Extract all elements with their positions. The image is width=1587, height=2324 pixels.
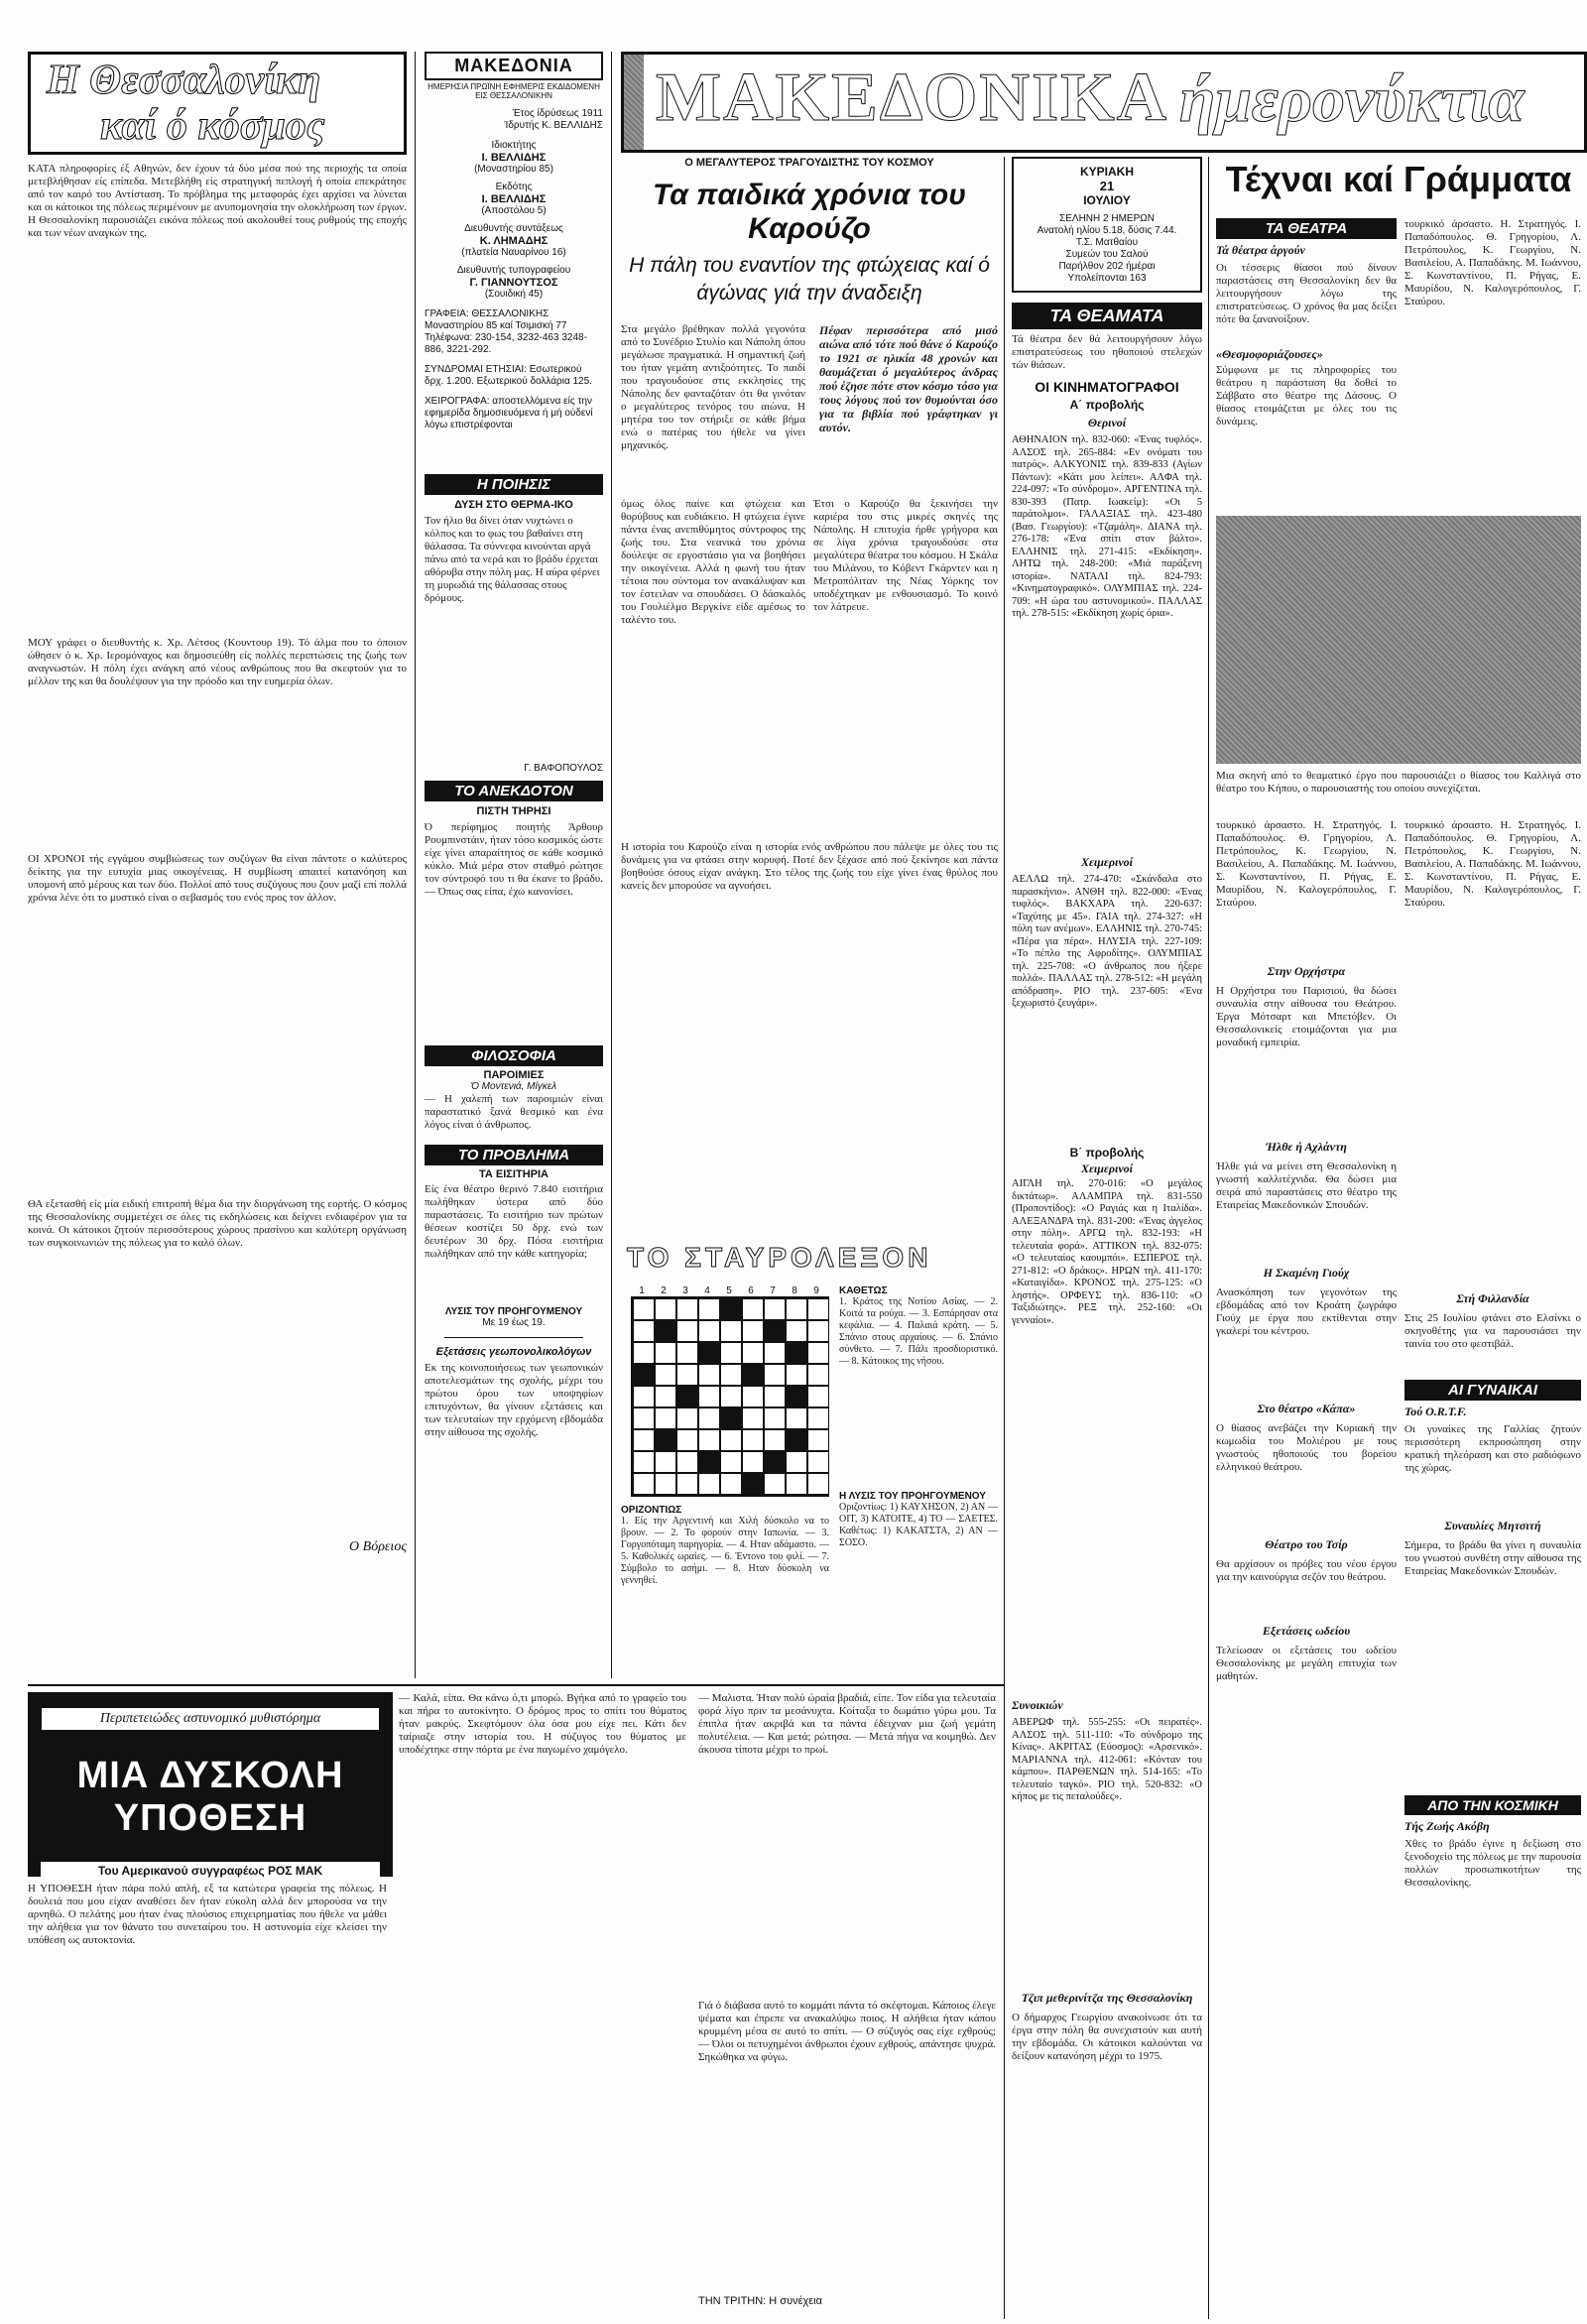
- crossword-cell[interactable]: [676, 1473, 698, 1495]
- karouzo-rule: [1004, 157, 1005, 2319]
- crossword-cell[interactable]: [655, 1473, 676, 1495]
- crime-top-rule: [28, 1684, 1004, 1686]
- winter-label-2: Χειμερινοί: [1080, 1162, 1134, 1175]
- crossword-black-cell: [786, 1429, 807, 1451]
- crossword-cell[interactable]: [764, 1386, 786, 1407]
- crossword-grid: [631, 1296, 829, 1497]
- crossword-black-cell: [720, 1298, 742, 1320]
- crossword-cell[interactable]: [633, 1429, 655, 1451]
- director-name: Κ. ΛΗΜΑΔΗΣ: [479, 235, 549, 247]
- kapa-body: Ο θίασος ανεβάζει την Κυριακή την κωμωδία του Μολιέρου με τους γνωστούς ηθοποιούς του βορείου ελληνικού θεάτρου.: [1216, 1422, 1397, 1473]
- sidebar: [1012, 157, 1202, 2319]
- listings-first-summer: ΑΘΗΝΑΙΟΝ τηλ. 832-060: «Ένας τυφλός». ΑΛΣΟΣ τηλ. 265-884: «Εν ονόματι του πατρός». ΑΛΚΥΟΝΙΣ τηλ. 839-833 (Αγίων Πάντων): «Κάτι μου λείπει». ΑΛΦΑ τηλ. 224-097: «Το σύνδρομο». ΑΡΓΕΝΤΙΝΑ τηλ. 830-393 (Πατρ. Ιωακείμ): «Οι 5 παράτολμοι». ΓΑΛΑΞΙΑΣ τηλ. 423-480 (Βασ. Γεωργίου): «Τζαμάλη». ΔΙΑΝΑ τηλ. 276-178: «Ένα σπίτι στον βάλτο». ΕΛΛΗΝΙΣ τηλ. 271-415: «Εκδίκηση». ΛΗΤΩ τηλ. 248-200: «Μιά παράξενη ιστορία». ΝΑΤΑΛΙ τηλ. 824-793: «Κινηματογραφικό». ΟΛΥΜΠΙΑΣ τηλ. 224-709: «Η ώρα του αστυνομικού». ΠΑΛΛΑΣ τηλ. 278-515: «Εκδίκηση χωρίς όρια».: [1012, 434, 1202, 619]
- col-number: 6: [748, 1285, 754, 1296]
- typo-address: (Σουιδική 45): [484, 289, 544, 300]
- theatre-heading: ΤΑ ΘΕΑΜΑΤΑ: [1012, 303, 1202, 329]
- solution-label: Η ΛΥΣΙΣ ΤΟΥ ΠΡΟΗΓΟΥΜΕΝΟΥ: [839, 1491, 986, 1502]
- crossword-black-cell: [698, 1451, 720, 1473]
- crossword-cell[interactable]: [698, 1386, 720, 1407]
- crossword-cell[interactable]: [633, 1473, 655, 1495]
- arts-theatre-body: Οι τέσσερις θίασοι πού δίνουν παραστάσεις στη Θεσσαλονίκη δεν θα λειτουργήσουν λόγω της επιστρατεύσεως. Ο χρόνος θα μας δείξει πότε θα ξανανοίξουν.: [1216, 262, 1397, 325]
- crossword-cell[interactable]: [676, 1298, 698, 1320]
- helios-heading: Ήλθε ή Αχλάντη: [1266, 1140, 1347, 1154]
- crossword-cell[interactable]: [698, 1364, 720, 1386]
- crossword-cell[interactable]: [807, 1342, 829, 1364]
- summer-label: Θερινοί: [1087, 416, 1127, 429]
- karouzo-col3: Έτσι ο Καρούζο θα ξεκινήσει την καριέρα του στις μικρές σκηνές της Νάπολης. Η επιτυχία ήρθε γρήγορα και σε λίγα χρόνια τραγουδούσε στα μεγαλύτερα θέατρα του κόσμου. Η Σκάλα του Μιλάνου, το Κόβεντ Γκάρντεν και η Μετροπόλιταν της Νέας Υόρκης τον υποδέχτηκαν με ενθουσιασμό. Το κοινό τον λάτρευε.: [813, 498, 998, 613]
- stage-photo-caption: Μια σκηνή από το θεαματικό έργο που παρουσιάζει ο θίασος του Καλλιγά στο θέατρο του Κήπου, ο παρουσιαστής του οποίου συνεχίζεται.: [1216, 770, 1581, 795]
- crossword: [621, 1242, 998, 1678]
- winter-label: Χειμερινοί: [1080, 855, 1134, 869]
- days-remaining: Υπολείπονται 163: [1067, 273, 1147, 284]
- crossword-cell[interactable]: [742, 1429, 764, 1451]
- crossword-cell[interactable]: [676, 1364, 698, 1386]
- life-body: Χθες το βράδυ έγινε η δεξίωση στο ξενοδοχείο της πόλεως με την παρουσία πολλών προσωπικοτήτων της Θεσσαλονίκης.: [1404, 1838, 1581, 1889]
- arts-right-top: [1404, 218, 1581, 466]
- crossword-cell[interactable]: [633, 1386, 655, 1407]
- crossword-cell[interactable]: [720, 1429, 742, 1451]
- date-box: [1012, 157, 1202, 293]
- left-column-rule: [415, 52, 416, 1678]
- orchestra-body: Η Ορχήστρα του Παρισιού, θα δώσει συναυλία στην αίθουσα του Θεάτρου. Έργα Μότσαρτ και Μπετόβεν. Οι Θεσσαλονικείς ετοιμάζονται για μια μοναδική εμπειρία.: [1216, 985, 1397, 1048]
- masthead-founded: Έτος ίδρύσεως 1911: [512, 108, 603, 119]
- saint: Τ.Σ. Ματθαίου: [1075, 237, 1139, 248]
- banner-title-script: ήμερονύκτια: [1179, 63, 1525, 136]
- crossword-cell[interactable]: [720, 1451, 742, 1473]
- director-address: (πλατεία Ναυαρίνου 16): [461, 247, 566, 258]
- crossword-cell[interactable]: [764, 1407, 786, 1429]
- crossword-cell[interactable]: [655, 1364, 676, 1386]
- publisher-label: Εκδότης: [495, 182, 533, 192]
- crossword-cell[interactable]: [676, 1451, 698, 1473]
- col-number: 1: [639, 1285, 645, 1296]
- crossword-cell[interactable]: [698, 1407, 720, 1429]
- arts-continued: τουρκικό άρσαστο. Η. Στρατηγός. Ι. Παπαδόπουλος. Θ. Γρηγορίου, Λ. Πετρόπουλος, Κ. Γεωργίου, Ν. Βασιλείου, Α. Παπαδάκης. Μ. Ιωάννου, Σ. Κωνσταντίνου, Π. Ρήγας, Ε. Μαυρίδου, Ν. Καλογερόπουλος, Γ. Σταύρου.: [1216, 819, 1397, 909]
- crossword-black-cell: [720, 1407, 742, 1429]
- listings-second: ΑΙΓΛΗ τηλ. 270-016: «Ο μεγάλος δικτάτωρ». ΑΛΑΜΠΡΑ τηλ. 831-550 (Προποντίδος): «Ο Ραγιάς και η Ιταλίδα». ΑΛΕΞΑΝΔΡΑ τηλ. 831-200: «Ένας άγγελος στην πόλη». ΑΡΓΩ τηλ. 832-193: «Η τελευταία φορά». ΑΤΤΙΚΟΝ τηλ. 832-075: «Ο τελευταίος καουμπόι». ΕΣΠΕΡΟΣ τηλ. 271-812: «Ο δράκος». ΗΡΩΝ τηλ. 411-170: «Καταιγίδα». ΚΡΟΝΟΣ τηλ. 275-125: «Ο ληστής». ΟΡΦΕΥΣ τηλ. 836-110: «Ο Ταξιδιώτης». ΡΕΞ τηλ. 252-160: «Οι γενναίοι».: [1012, 1178, 1202, 1326]
- crime-story: [28, 1692, 1000, 2317]
- arts-right-body: τουρκικό άρσαστο. Η. Στρατηγός. Ι. Παπαδόπουλος. Θ. Γρηγορίου, Λ. Πετρόπουλος, Κ. Γεωργίου, Ν. Βασιλείου, Α. Παπαδάκης. Μ. Ιωάννου, Σ. Κωνσταντίνου, Π. Ρήγας, Ε. Μαυρίδου, Ν. Καλογερόπουλος, Γ. Σταύρου.: [1404, 218, 1581, 307]
- crossword-cell[interactable]: [676, 1407, 698, 1429]
- masthead-founder: Ίδρυτής Κ. ΒΕΛΛΙΔΗΣ: [504, 120, 603, 131]
- crossword-cell[interactable]: [742, 1386, 764, 1407]
- life-heading: ΑΠΟ ΤΗΝ ΚΟΣΜΙΚΗ: [1404, 1795, 1581, 1815]
- anecdote-title: ΠΙΣΤΗ ΤΗΡΗΣΙ: [476, 805, 551, 817]
- concert-body: Σήμερα, το βράδυ θα γίνει η συναυλία του γνωστού συνθέτη στην αίθουσα της Εταιρείας Μακεδονικών Σπουδών.: [1404, 1539, 1581, 1577]
- karouzo-title: Τα παιδικά χρόνια του Καρούζο: [653, 179, 966, 245]
- tasty-heading: Τζιπ μεθερινίτζα της Θεσσαλονίκη: [1021, 1991, 1193, 2005]
- arts-left: [1216, 218, 1397, 516]
- crossword-cell[interactable]: [807, 1451, 829, 1473]
- crime-col4: Γιά ό διάβασα αυτό το κομμάτι πάντα τό σκέφτομαι. Κάποιος έλεγε ψέματα και έπρεπε να ανακαλύψω ποιος. Η αλήθεια ήταν κάπου κρυμμένη μέσα σε αυτό το σπίτι. — Ο σύζυγός σας είχε εχθρούς; — Όλοι οι πετυχημένοι άνθρωποι έχουν εχθρούς, απάντησε ψυχρά. Σηκώθηκα να φύγω.: [698, 2000, 996, 2063]
- banner-title-main: ΜΑΚΕΔΟΝΙΚΑ: [656, 60, 1169, 136]
- crossword-cell[interactable]: [720, 1473, 742, 1495]
- crossword-cell[interactable]: [807, 1320, 829, 1342]
- banner-photo-strip: [624, 55, 644, 150]
- days-passed: Παρήλθον 202 ήμέραι: [1058, 261, 1156, 272]
- karouzo-article: [621, 157, 998, 1228]
- left-title-box: [28, 52, 407, 155]
- down-clues: 1. Κράτος της Νοτίου Ασίας. — 2. Κοιτά τα ρούχα. — 3. Εσπάρησαν στα κεφάλια. — 4. Παλαιά κράτη. — 5. Σπάνιο στους αρχαίους. — 6. Σπάνιο σύνθετο. — 7. Πάλι προσδιοριστικό. — 8. Κάτοικος της νήσου.: [839, 1296, 998, 1367]
- poetry-title: ΔΥΣΗ ΣΤΟ ΘΕΡΜΑ-ΙΚΟ: [454, 499, 573, 511]
- subscriptions: ΣΥΝΔΡΟΜΑΙ ΕΤΗΣΙΑΙ: Εσωτερικού δρχ. 1.200. Εξωτερικού δολλάρια 125.: [425, 364, 592, 387]
- problem-title: ΤΑ ΕΙΣΙΤΗΡΙΑ: [479, 1168, 549, 1180]
- karouzo-lead: Πέφαν περισσότερα από μισό αιώνα από τότε πού θάνε ό Καρούζο το 1921 σε ηλικία 48 χρονών και θαυμάζεται ό μεγαλύτερος άνδρας πού έζησε πότε στον κόσμο τόσο για τους λόγους πού τον θυμούνται όσο για τα βιβλία πού γράφτηκαν γι αυτόν.: [819, 323, 998, 434]
- crossword-cell[interactable]: [807, 1429, 829, 1451]
- typo-label: Διευθυντής τυπογραφείου: [456, 265, 571, 276]
- arts-right-lower: [1404, 819, 1581, 2307]
- col-number: 3: [682, 1285, 688, 1296]
- second-run-label: Β΄ προβολής: [1069, 1146, 1145, 1160]
- crossword-left: [621, 1285, 829, 1664]
- arts-theatre-heading: ΤΑ ΘΕΑΤΡΑ: [1216, 218, 1397, 239]
- crossword-black-cell: [698, 1342, 720, 1364]
- philosophy-author: Ό Μοντενιά, Μίγκελ: [470, 1081, 557, 1092]
- director-label: Διευθυντής συντάξεως: [464, 223, 563, 234]
- crime-col1: Η ΥΠΟΘΕΣΗ ήταν πάρα πολύ απλή, εξ τα κατώτερα γραφεία της πόλεως. Η δουλειά που μου είχαν αναθέσει δεν ήταν εύκολη αλλά δεν μπορούσα να την αρνηθώ. Ο πελάτης μου ήταν ένας πλούσιος επιχειρηματίας που ήθελε να μάθει την αλήθεια για τον θάνατο του συνεταίρου του. Η αστυνομία είχε κλείσει την υπόθεση ως αυτοκτονία.: [28, 1883, 387, 1946]
- life-sub: Τής Ζωής Ακόβη: [1404, 1819, 1490, 1833]
- crossword-cell[interactable]: [720, 1342, 742, 1364]
- left-article-1: ΚΑΤΑ πληροφορίες έξ Αθηνών, δεν έχουν τά δύο μέσα πού της περιοχής τα οποία μετεβλήθησαν είς επίπεδα. Μετεβλήθη είς στρατηγική πεπλογή ή οποία επεκράτησε από τον καιρό του Αντίσταση. Το πρόβλημα της μεταφοράς έχει αρχίσει να λύνεται και οι κάτοικοι της πόλεως περιμένουν με ανυπομονησία την ολοκλήρωση των έργων. Η Θεσσαλονίκη παρουσιάζει εικόνα πόλεως πού ακολουθεί τους ρυθμούς της εποχής και των νέων αναγκών της.: [28, 163, 407, 239]
- exams-title: Εξετάσεις γεωπονολικολόγων: [435, 1346, 592, 1358]
- kapa-heading: Στο θέατρο «Κάπα»: [1257, 1402, 1356, 1415]
- crossword-cell[interactable]: [633, 1298, 655, 1320]
- arts-left-lower: [1216, 819, 1397, 1900]
- karouzo-col1: Στα μεγάλο βρέθηκαν πολλά γεγονότα από το Συνέδριο Στυλίο και Νάπολη όπου μεγάλωσε πραγματικά. Η σημαντική ζωή του ήταν γεμάτη αντιξοότητες. Το παιδί που τραγουδούσε στις εκκλησίες της Νάπολης δεν φανταζόταν ότι θα γινόταν ο μεγαλύτερος τενόρος του αιώνα. Η μητέρα του τον στήριξε σε κάθε βήμα ενώ ο πατέρας του ήθελε να γίνει μηχανικός.: [621, 323, 805, 451]
- crossword-cell[interactable]: [786, 1364, 807, 1386]
- owner-label: Ιδιοκτήτης: [491, 140, 537, 151]
- date-number: 21: [1099, 179, 1115, 193]
- karouzo-kicker: Ο ΜΕΓΑΛΥΤΕΡΟΣ ΤΡΑΓΟΥΔΙΣΤΗΣ ΤΟΥ ΚΟΣΜΟΥ: [684, 157, 934, 169]
- women-heading: ΑΙ ΓΥΝΑΙΚΑΙ: [1404, 1380, 1581, 1401]
- masthead-logo: ΜΑΚΕΔΟΝΙΑ: [425, 52, 603, 80]
- poetry-heading: Η ΠΟΙΗΣΙΣ: [425, 474, 603, 495]
- listings-suburbs: ΑΒΕΡΩΦ τηλ. 555-255: «Οι πειρατές». ΑΛΣΟΣ τηλ. 511-110: «Το σύνδρομο της Κίνας». ΑΚΡΙΤΑΣ (Εύοσμος): «Αρσενικό». ΜΑΡΙΑΝΝΑ τηλ. 412-061: «Κόνταν του κάμπου». ΠΑΡΘΕΝΩΝ τηλ. 514-165: «Το τελευταίο ταγκό». ΡΙΟ τηλ. 520-832: «Ο κήπος με τις πεταλούδες».: [1012, 1717, 1202, 1802]
- cinema-heading: ΟΙ ΚΙΝΗΜΑΤΟΓΡΑΦΟΙ: [1035, 379, 1179, 395]
- crossword-cell[interactable]: [807, 1364, 829, 1386]
- listings-first-winter: ΑΕΛΛΩ τηλ. 274-470: «Σκάνδαλα στο παρασκήνιο». ΑΝΘΗ τηλ. 822-000: «Ένας τυφλός». ΒΑΚΧΑΡΑ τηλ. 220-637: «Ταχύτης με 45». ΓΑΙΑ τηλ. 274-327: «Η πόλη των ανέμων». ΕΛΛΗΝΙΣ τηλ. 270-745: «Πέρα για πέρα». ΗΛΥΣΙΑ τηλ. 227-109: «Το πέπλο της Αφροδίτης». ΟΛΥΜΠΙΑΣ τηλ. 225-708: «Ο άνθρωπος που ήξερε πολλά». ΠΑΛΛΑΣ τηλ. 278-512: «Η μεγάλη απόδραση». ΡΙΟ τηλ. 237-605: «Ένα ξεχωριστό ζευγάρι».: [1012, 874, 1202, 1009]
- manuscripts: ΧΕΙΡΟΓΡΑΦΑ: αποστελλόμενα είς την εφημερίδα δημοσιευόμενα ή μή ούδενί λόγω επιστρέφονται: [425, 396, 593, 430]
- crossword-cell[interactable]: [742, 1407, 764, 1429]
- date-day: ΚΥΡΙΑΚΗ: [1079, 165, 1134, 179]
- col-number: 8: [792, 1285, 797, 1296]
- crossword-cell[interactable]: [764, 1298, 786, 1320]
- masthead: [425, 52, 603, 431]
- across-clues: 1. Είς την Αργεντινή και Χιλή δύσκολο να το βρουν. — 2. Το φορούν στην Ιαπωνία. — 3. Γοργοπόταμη παρηγορία. — 4. Ηταν αδάμαστο. — 5. Καθολικές ωραίες. — 6. Έντονο του φιλί. — 7. Σύμβολο το ασήμι. — 8. Ηταν δύσκολη να γεννηθεί.: [621, 1516, 829, 1586]
- theatre-life-heading: Θέατρο του Τσίρ: [1265, 1537, 1348, 1551]
- crossword-cell[interactable]: [655, 1386, 676, 1407]
- crossword-cell[interactable]: [742, 1320, 764, 1342]
- moon: ΣΕΛΗΝΗ 2 ΗΜΕΡΩΝ: [1059, 213, 1155, 224]
- crossword-title: ΤΟ ΣΤΑΥΡΟΛΕΞΟΝ: [627, 1242, 932, 1273]
- concert-heading: Συναυλίες Μητσιτή: [1444, 1519, 1541, 1532]
- crossword-cell[interactable]: [742, 1298, 764, 1320]
- crossword-cell[interactable]: [676, 1429, 698, 1451]
- crime-col3: — Μαλιστα. Ήταν πολύ ώραία βραδιά, είπε. Τον είδα για τελευταία φορά λίγο πριν τα μεσάνυχτα. Κοίταξα το δωμάτιο γύρω μου. Τα έπιπλα ήταν ακριβά και τα πάντα έδειχναν μια ζωή γεμάτη πολυτέλεια. — Και μετά; ρώτησα. — Μετά πήγα να κοιμηθώ. Δεν άκουσα τίποτα μέχρι το πρωί.: [698, 1692, 996, 1756]
- features-column: [425, 474, 603, 1511]
- festival-body: Στις 25 Ιουλίου φτάνει στο Ελσίνκι ο σκηνοθέτης για να παρουσιάσει την ταινία του στο φεστιβάλ.: [1404, 1312, 1581, 1350]
- date-month: ΙΟΥΛΙΟΥ: [1083, 193, 1131, 207]
- crime-kicker: Περιπετειώδες αστυνομικό μυθιστόρημα: [41, 1707, 380, 1731]
- crime-author-line: Του Αμερικανού συγγραφέως ΡΟΣ ΜΑΚ: [41, 1862, 380, 1880]
- crossword-cell[interactable]: [698, 1473, 720, 1495]
- col-number: 9: [813, 1285, 819, 1296]
- col-number: 5: [726, 1285, 732, 1296]
- left-signature: Ο Βόρειος: [349, 1539, 407, 1554]
- crossword-cell[interactable]: [807, 1407, 829, 1429]
- poetry-author: Γ. ΒΑΦΟΠΟΥΛΟΣ: [524, 763, 603, 774]
- theatre-note: Τά θέατρα δεν θά λειτουργήσουν λόγω επιστρατεύσεως του ηθοποιού στελεχών τών θιάσων.: [1012, 333, 1202, 371]
- left-title-line1: Η Θεσσαλονίκη: [47, 58, 321, 103]
- stage-photo: [1216, 516, 1581, 764]
- crossword-cell[interactable]: [786, 1298, 807, 1320]
- crossword-cell[interactable]: [655, 1407, 676, 1429]
- crossword-cell[interactable]: [655, 1298, 676, 1320]
- festival-heading: Στή Φιλλανδία: [1456, 1291, 1529, 1305]
- crossword-black-cell: [742, 1473, 764, 1495]
- crossword-cell[interactable]: [698, 1320, 720, 1342]
- col-number: 2: [661, 1285, 667, 1296]
- crossword-cell[interactable]: [720, 1320, 742, 1342]
- crossword-cell[interactable]: [655, 1342, 676, 1364]
- crossword-cell[interactable]: [633, 1320, 655, 1342]
- tasty-body: Ο δήμαρχος Γεωργίου ανακοίνωσε ότι τα έργα στην πόλη θα συνεχιστούν και αυτή την εβδομάδα. Οι κάτοικοι καλούνται να δείξουν κατανόηση μέχρι το 1975.: [1012, 2012, 1202, 2062]
- crossword-cell[interactable]: [786, 1451, 807, 1473]
- poetry-body: Τον ήλιο θα δίνει όταν νυχτώνει ο κόλπος και το φως του βαθαίνει στη θάλασσα. Τα σύννεφα κινούνται αργά πάνω από τα νερά και το βράδυ έρχεται αθόρυβα στην πόλη μας. Η αύρα φέρνει τη μυρωδιά της θάλασσας στους δρόμους.: [425, 515, 600, 604]
- crossword-black-cell: [655, 1320, 676, 1342]
- typo-name: Γ. ΓΙΑΝΝΟΥΤΣΟΣ: [469, 277, 558, 289]
- crossword-cell[interactable]: [655, 1451, 676, 1473]
- crossword-black-cell: [764, 1451, 786, 1473]
- philosophy-body: — Η χαλεπή των παροιμιών είναι παραστατικό ξανά θεσμικό και ένα λόγος είναι ό άνθρωπος.: [425, 1093, 603, 1131]
- crossword-cell[interactable]: [764, 1342, 786, 1364]
- crossword-cell[interactable]: [676, 1342, 698, 1364]
- crossword-numbers: [631, 1285, 829, 1296]
- helios-body: Ήλθε γιά να μείνει στη Θεσσαλονίκη η γνωστή καλλιτέχνιδα. Θα δώσει μια σειρά από παραστάσεις στο θέατρο της Εταιρείας Μακεδονικών Σπουδών.: [1216, 1161, 1397, 1211]
- arts-thesmo-title: «Θεσμοφοριάζουσες»: [1216, 347, 1323, 361]
- crossword-cell[interactable]: [698, 1298, 720, 1320]
- problem-previous-label: ΛΥΣΙΣ ΤΟΥ ΠΡΟΗΓΟΥΜΕΝΟΥ: [444, 1306, 583, 1317]
- crossword-black-cell: [786, 1386, 807, 1407]
- crossword-cell[interactable]: [786, 1473, 807, 1495]
- arts-theatre-sub: Τά θέατρα άργούν: [1216, 243, 1305, 257]
- problem-rule: [444, 1337, 583, 1338]
- crossword-cell[interactable]: [698, 1429, 720, 1451]
- offices: ΓΡΑΦΕΙΑ: ΘΕΣΣΑΛΟΝΙΚΗΣ Μοναστηρίου 85 καί Τσιμισκή 77 Τηλέφωνα: 230-154, 3232-463 3248-886, 3221-292.: [425, 308, 587, 355]
- publisher-name: Ι. ΒΕΛΛΙΔΗΣ: [481, 193, 547, 205]
- crime-continues: ΤΗΝ ΤΡΙΤΗΝ: Η συνέχεια: [698, 2295, 822, 2307]
- sun-times: Ανατολή ηλίου 5.18, δύσις 7.44.: [1037, 225, 1177, 236]
- philosophy-subheading: ΠΑΡΟΙΜΙΕΣ: [483, 1069, 545, 1081]
- women-sub: Τού Ο.R.T.F.: [1404, 1405, 1467, 1418]
- crossword-cell[interactable]: [720, 1364, 742, 1386]
- left-article-3: ΟΙ ΧΡΟΝΟΙ τής εγγάμου συμβιώσεως των συζύγων θα είναι πάντοτε ο καλύτερος δείκτης για την ευτυχία μιας οικογένειας. Η συμβίωση απαιτεί κατανόηση και υπομονή από μέρους και των δύο. Πολλοί από τους συζύγους που ζουν μαζί επί πολλά χρόνια λένε ότι το μυστικό είναι ο σεβασμός του ενός προς τον άλλον.: [28, 853, 407, 904]
- crossword-cell[interactable]: [807, 1473, 829, 1495]
- crossword-cell[interactable]: [742, 1342, 764, 1364]
- col-number: 7: [770, 1285, 776, 1296]
- problem-heading: ΤΟ ΠΡΟΒΛΗΜΑ: [425, 1145, 603, 1165]
- crossword-cell[interactable]: [633, 1342, 655, 1364]
- namesday: Συμεών του Σαλού: [1065, 249, 1149, 260]
- owner-name: Ι. ΒΕΛΛΙΔΗΣ: [481, 152, 547, 164]
- music-heading: Εξετάσεις ωδείου: [1262, 1624, 1351, 1638]
- down-label: ΚΑΘΕΤΩΣ: [839, 1285, 888, 1296]
- left-column: [28, 52, 407, 1639]
- crime-title: ΜΙΑ ΔΥΣΚΟΛΗ ΥΠΟΘΕΣΗ: [76, 1755, 344, 1839]
- crossword-cell[interactable]: [676, 1320, 698, 1342]
- crossword-black-cell: [764, 1320, 786, 1342]
- karouzo-col4: Η ιστορία του Καρούζο είναι η ιστορία ενός ανθρώπου που πάλεψε με όλες του τις δυνάμεις για να φτάσει στην κορυφή. Ποτέ δεν ξέχασε από πού ξεκίνησε και πάντα βοηθούσε όσους είχαν ανάγκη. Στο τέλος της ζωής του είχε γίνει ένας θρύλος που κανείς δεν μπορούσε να αγνοήσει.: [621, 841, 998, 892]
- solution-text: Οριζοντίως: 1) ΚΑΥΧΗΣΟΝ, 2) ΑΝ — ΟΙΤ, 3) ΚΑΤΟΙΤΕ, 4) ΤΟ — ΣΑΕΤΕΣ. Καθέτως: 1) ΚΑΚΑΤΣΤΑ, 2) ΑΝ — ΣΟΣΟ.: [839, 1502, 998, 1548]
- sk-heading: Η Σκαμένη Γιούχ: [1263, 1266, 1350, 1280]
- anecdote-heading: ΤΟ ΑΝΕΚΔΟΤΟΝ: [425, 781, 603, 801]
- exams-body: Εκ της κοινοποιήσεως των γεωπονικών αποτελεσμάτων της σχολής, μέχρι του πρώτου όρου των υποψηφίων επιτυχόντων, θα γίνουν εξετάσεις και των τελευταίων την ερχόμενη εβδομάδα στην αίθουσα της σχολής.: [425, 1362, 603, 1438]
- crossword-black-cell: [655, 1429, 676, 1451]
- crossword-cell[interactable]: [764, 1473, 786, 1495]
- left-article-2: ΜΟΥ γράφει ο διευθυντής κ. Χρ. Λέτσος (Κουντουρ 19). Τό άλμα που το όποιον ώθησεν ό κ. Χρ. Ιερομόναχος και δημοσιεύθη είς πολλές περιπτώσεις της ζωής των αναγνωστών. Η πόλη έχει ανάγκη από νέους ανθρώπους που θα σκεφτούν για το μέλλον της και θα δουλέψουν για την πρόοδο και την ευημερία όλων.: [28, 637, 407, 687]
- publisher-address: (Αποστόλου 5): [481, 205, 547, 216]
- crossword-cell[interactable]: [807, 1386, 829, 1407]
- crime-header-box: [28, 1692, 393, 1877]
- orchestra-heading: Στην Ορχήστρα: [1267, 964, 1346, 978]
- crossword-cell[interactable]: [764, 1364, 786, 1386]
- crossword-cell[interactable]: [742, 1451, 764, 1473]
- crossword-black-cell: [633, 1364, 655, 1386]
- problem-body: Είς ένα θέατρο θερινό 7.840 εισιτήρια πωλήθηκαν ύστερα από δύο παραστάσεις. Το εισιτήριο των πρώτων θέσεων κοστίζει 50 δρχ. ενώ των δευτέρων 30 δρχ. Πόσα εισιτήρια πωλήθηκαν από την κάθε κατηγορία;: [425, 1183, 603, 1260]
- crossword-black-cell: [676, 1386, 698, 1407]
- left-article-4: ΘΑ εξετασθή είς μία ειδική επιτροπή θέμα δια την διοργάνωση της εορτής. Ο κόσμος της Θεσσαλονίκης συμμετέχει σε όλες τις εκδηλώσεις και δείχνει ενδιαφέρον για τα κοινά. Οι κάτοικοι ζητούν περισσότερους χώρους πρασίνου και καλύτερη οργάνωση των συγκοινωνιών της πόλεως για το καλό όλων.: [28, 1198, 407, 1249]
- crossword-cell[interactable]: [807, 1298, 829, 1320]
- crossword-cell[interactable]: [786, 1407, 807, 1429]
- crossword-cell[interactable]: [633, 1451, 655, 1473]
- crossword-right: [839, 1285, 998, 1631]
- crossword-black-cell: [786, 1342, 807, 1364]
- arts-right-lower-body: τουρκικό άρσαστο. Η. Στρατηγός. Ι. Παπαδόπουλος. Θ. Γρηγορίου, Λ. Πετρόπουλος, Κ. Γεωργίου, Ν. Βασιλείου, Α. Παπαδάκης. Μ. Ιωάννου, Σ. Κωνσταντίνου, Π. Ρήγας, Ε. Μαυρίδου, Ν. Καλογερόπουλος, Γ. Σταύρου.: [1404, 819, 1581, 909]
- crossword-black-cell: [742, 1364, 764, 1386]
- banner: [621, 52, 1587, 153]
- masthead-subtitle: ΗΜΕΡΗΣΙΑ ΠΡΩΪΝΗ ΕΦΗΜΕΡΙΣ ΕΚΔΙΔΟΜΕΝΗ ΕΙΣ ΘΕΣΣΑΛΟΝΙΚΗΝ: [427, 82, 600, 100]
- left-title-line2: καί ό κόσμος: [100, 103, 325, 149]
- sidebar-rule: [1208, 157, 1209, 2319]
- suburbs-label: Συνοικιών: [1012, 1698, 1063, 1712]
- crossword-cell[interactable]: [786, 1320, 807, 1342]
- theatre-life-body: Θα αρχίσουν οι πρόβες του νέου έργου για την καινούργια σεζόν του θεάτρου.: [1216, 1558, 1397, 1583]
- crossword-cell[interactable]: [720, 1386, 742, 1407]
- arts-thesmo-body: Σύμφωνα με τις πληροφορίες του θεάτρου η παράσταση θα δοθεί το Σάββατο στο θέατρο της Δάσους. Ο θίασος ετοιμάζεται με όλες του τις δυνάμεις.: [1216, 364, 1397, 428]
- sk-body: Ανασκόπηση των γεγονότων της εβδομάδας από τον Κροάτη ζωγράφο Γιούχ με έργα που εκτίθενται στην γκαλερί του κέντρου.: [1216, 1286, 1397, 1337]
- women-body: Οι γυναίκες της Γαλλίας ζητούν περισσότερη εκπροσώπηση στην κρατική τηλεόραση και στο ραδιόφωνο της χώρας.: [1404, 1423, 1581, 1474]
- masthead-rule: [611, 52, 612, 1678]
- col-number: 4: [704, 1285, 710, 1296]
- crossword-cell[interactable]: [633, 1407, 655, 1429]
- problem-previous: Με 19 έως 19.: [482, 1317, 546, 1328]
- karouzo-col2: όμως όλος παίνε και φτώχεια και θορύβους και ευδιάκειο. Η φτώχεια έγινε πάντα ένας ανεπιθύμητος σύντροφος της ζωής του. Στα νεανικά του χρόνια δούλεψε σε εργοστάσιο για να βοηθήσει την οικογένεια. Αλλά η φωνή του ήταν τέτοια που σύντομα τον ανακάλυψαν και τον έστειλαν να σπουδάσει. Ο δάσκαλός του Γουλιέλμο Βεργκίνε είδε αμέσως το ταλέντο του.: [621, 498, 805, 626]
- owner-address: (Μοναστηρίου 85): [474, 164, 553, 175]
- philosophy-heading: ΦΙΛΟΣΟΦΙΑ: [425, 1045, 603, 1066]
- karouzo-subtitle: Η πάλη του εναντίον της φτώχειας καί ό άγώνας γιά την άναδειξη: [629, 254, 990, 305]
- first-run-label: Α΄ προβολής: [1069, 398, 1145, 412]
- music-body: Τελείωσαν οι εξετάσεις του ωδείου Θεσσαλονίκης με μεγάλη επιτυχία των μαθητών.: [1216, 1645, 1397, 1682]
- arts-title: Τέχναι καί Γράμματα: [1225, 159, 1572, 199]
- anecdote-body: Ό περίφημος ποιητής Άρθουρ Ρουμπινστάιν, ήταν τόσο κοσμικός ώστε είχε γίνει απαραίτητος σε κάθε κοσμικό κύκλο. Μιά μέρα στον σταθμό ρώτησε τον σύντροφό του τι θα έκανε το βράδυ. — Όπως σας είπα, έχω κανονίσει.: [425, 821, 603, 898]
- across-label: ΟΡΙΖΟΝΤΙΩΣ: [621, 1505, 682, 1516]
- crossword-cell[interactable]: [764, 1429, 786, 1451]
- crime-col2: — Καλά, είπα. Θα κάνω ό,τι μπορώ. Βγήκα από το γραφείο του και πήρα το αυτοκίνητο. Ο δρόμος προς το σπίτι του θύματος ήταν μακρύς. Σκεφτόμουν όλα όσα μου είχε πει. Κάτι δεν ταίριαζε στην ιστορία του. Η σύζυγος του θύματος με υποδέχτηκε στην πόρτα με ένα παγωμένο χαμόγελο.: [399, 1692, 686, 1756]
